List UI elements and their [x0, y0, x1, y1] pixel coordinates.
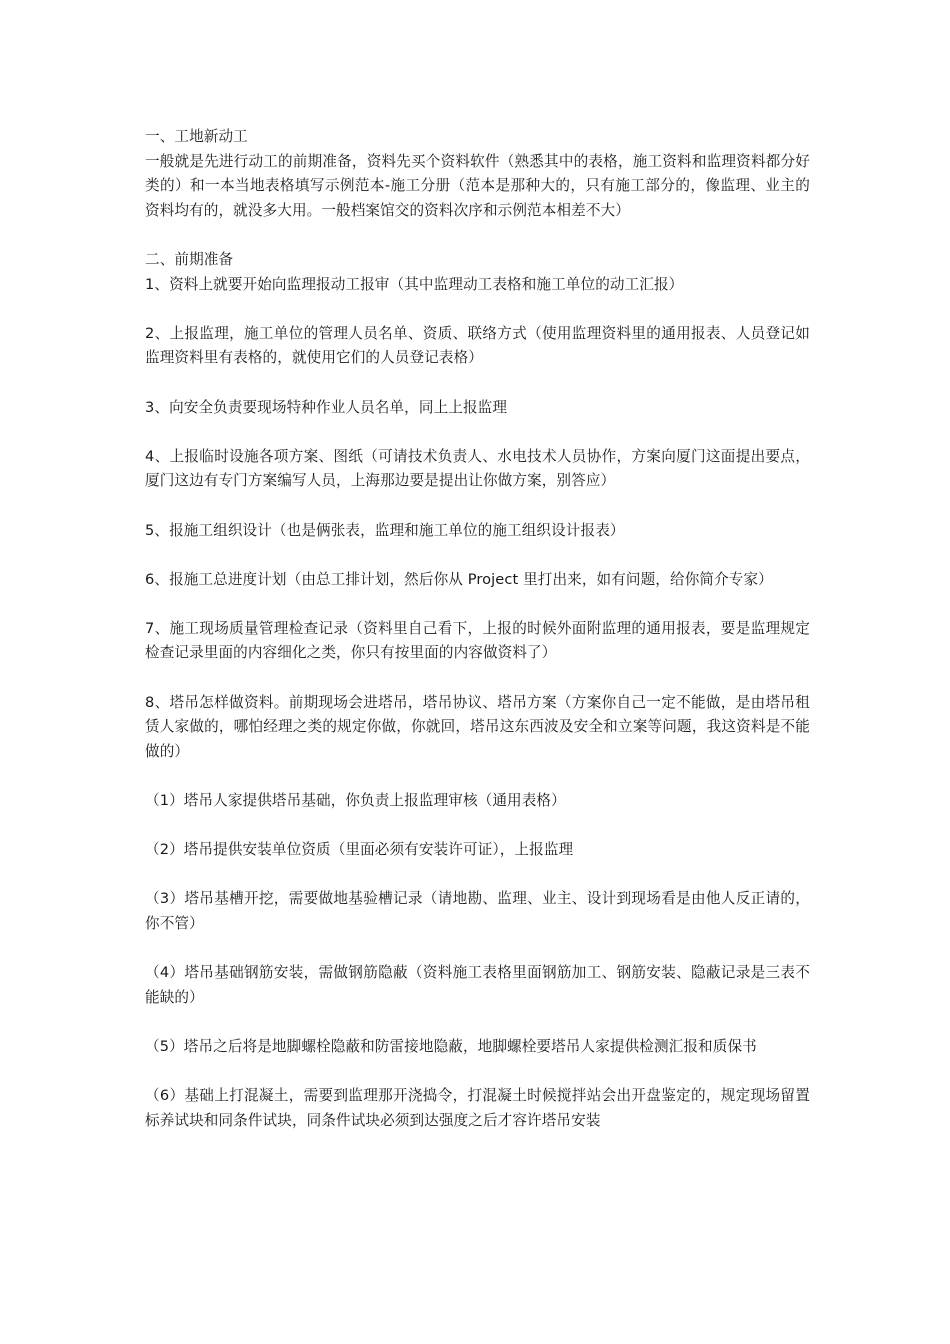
paragraph-spacer [145, 863, 810, 888]
sub-item-6: （6）基础上打混凝土，需要到监理那开浇捣令，打混凝土时候搅拌站会出开盘鉴定的，规定现场留置标养试块和同条件试块，同条件试块必须到达强度之后才容许塔吊安装 [145, 1087, 810, 1129]
paragraph-spacer [145, 494, 810, 519]
sub-item-3: （3）塔吊基槽开挖，需要做地基验槽记录（请地勘、监理、业主、设计到现场看是由他人反正请的，你不管） [145, 890, 810, 932]
paragraph-spacer [145, 223, 810, 248]
paragraph-spacer [145, 297, 810, 322]
paragraph-spacer [145, 592, 810, 617]
section-1-paragraph: 一般就是先进行动工的前期准备，资料先买个资料软件（熟悉其中的表格，施工资料和监理资料都分好类的）和一本当地表格填写示例范本-施工分册（范本是那种大的，只有施工部分的，像监理、业主的资料均有的，就没多大用。一般档案馆交的资料次序和示例范本相差不大） [145, 152, 810, 219]
paragraph-spacer [145, 1010, 810, 1035]
paragraph-spacer [145, 371, 810, 396]
document-body [145, 125, 810, 1133]
sub-item-4: （4）塔吊基础钢筋安装，需做钢筋隐蔽（资料施工表格里面钢筋加工、钢筋安装、隐蔽记录是三表不能缺的） [145, 964, 810, 1006]
paragraph-spacer [145, 420, 810, 445]
paragraph-spacer [145, 1060, 810, 1085]
sub-item-2: （2）塔吊提供安装单位资质（里面必须有安装许可证），上报监理 [145, 841, 574, 859]
list-item-7: 7、施工现场质量管理检查记录（资料里自己看下，上报的时候外面附监理的通用报表，要是监理规定检查记录里面的内容细化之类，你只有按里面的内容做资料了） [145, 619, 810, 662]
list-item-8: 8、塔吊怎样做资料。前期现场会进塔吊，塔吊协议、塔吊方案（方案你自己一定不能做，是由塔吊租赁人家做的，哪怕经理之类的规定你做，你就回，塔吊这东西波及安全和立案等问题，我这资料是不能做的） [145, 693, 810, 760]
list-item-6: 6、报施工总进度计划（由总工排计划，然后你从 Project 里打出来，如有问题，给你简介专家） [145, 570, 773, 588]
list-item-5: 5、报施工组织设计（也是俩张表，监理和施工单位的施工组织设计报表） [145, 521, 625, 539]
paragraph-spacer [145, 543, 810, 568]
list-item-2: 2、上报监理，施工单位的管理人员名单、资质、联络方式（使用监理资料里的通用报表、人员登记如监理资料里有表格的，就使用它们的人员登记表格） [145, 324, 810, 367]
list-item-4: 4、上报临时设施各项方案、图纸（可请技术负责人、水电技术人员协作，方案向厦门这面提出要点，厦门这边有专门方案编写人员，上海那边要是提出让你做方案，别答应） [145, 447, 810, 490]
paragraph-spacer [145, 814, 810, 839]
paragraph-spacer [145, 937, 810, 962]
section-2-heading: 二、前期准备 [145, 250, 234, 268]
paragraph-spacer [145, 666, 810, 691]
list-item-3: 3、向安全负责要现场特种作业人员名单，同上上报监理 [145, 398, 508, 416]
list-item-1: 1、资料上就要开始向监理报动工报审（其中监理动工表格和施工单位的动工汇报） [145, 275, 684, 293]
sub-item-1: （1）塔吊人家提供塔吊基础，你负责上报监理审核（通用表格） [145, 792, 566, 810]
paragraph-spacer [145, 764, 810, 789]
sub-item-5: （5）塔吊之后将是地脚螺栓隐蔽和防雷接地隐蔽，地脚螺栓要塔吊人家提供检测汇报和质保书 [145, 1037, 757, 1055]
section-1-heading: 一、工地新动工 [145, 128, 248, 145]
